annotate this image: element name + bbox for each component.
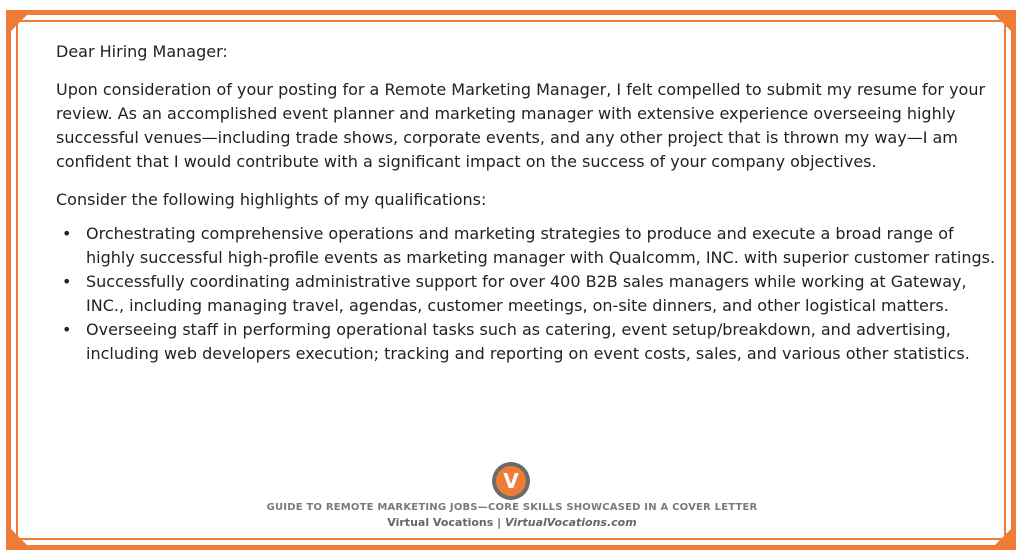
highlights-lead: Consider the following highlights of my qualifications: (56, 190, 487, 209)
list-item (62, 270, 996, 318)
letter-greeting: Dear Hiring Manager: (56, 42, 228, 61)
frame-corner-top-left (6, 10, 32, 36)
list-item (62, 318, 996, 366)
list-item-text: Overseeing staff in performing operational tasks such as catering, event setup/breakdown, and advertising, including web developers execution; tracking and reporting on event costs, sales, and various other statistics. (86, 320, 970, 363)
brand-site: VirtualVocations.com (505, 516, 637, 529)
footer-brand (0, 516, 1024, 529)
list-item (62, 222, 996, 270)
list-item-text: Orchestrating comprehensive operations and marketing strategies to produce and execute a broad range of highly successful high-profile events as marketing manager with Qualcomm, INC. with superior customer ratings. (86, 224, 996, 267)
footer-title: GUIDE TO REMOTE MARKETING JOBS—CORE SKILLS SHOWCASED IN A COVER LETTER (266, 502, 758, 513)
frame-corner-top-right (990, 10, 1016, 36)
bullet-icon: • (62, 320, 72, 339)
bullet-icon: • (62, 224, 72, 243)
brand-name: Virtual Vocations (387, 516, 494, 529)
highlights-list (56, 222, 996, 366)
bullet-icon: • (62, 272, 72, 291)
brand-separator: | (493, 516, 505, 529)
letter-paragraph: Upon consideration of your posting for a Remote Marketing Manager, I felt compelled to submit my resume for your review. As an accomplished event planner and marketing manager with extensive experience overseeing highly successful venues—including trade shows, corporate events, and any other project that is thrown my way—I am confident that I would contribute with a significant impact on the success of your company objectives. (56, 80, 986, 171)
logo-letter: V (496, 466, 526, 496)
virtual-vocations-logo (492, 462, 530, 500)
list-item-text: Successfully coordinating administrative support for over 400 B2B sales managers while working at Gateway, INC., including managing travel, agendas, customer meetings, on-site dinners, and other logistical matters. (86, 272, 967, 315)
cover-letter (56, 40, 996, 366)
